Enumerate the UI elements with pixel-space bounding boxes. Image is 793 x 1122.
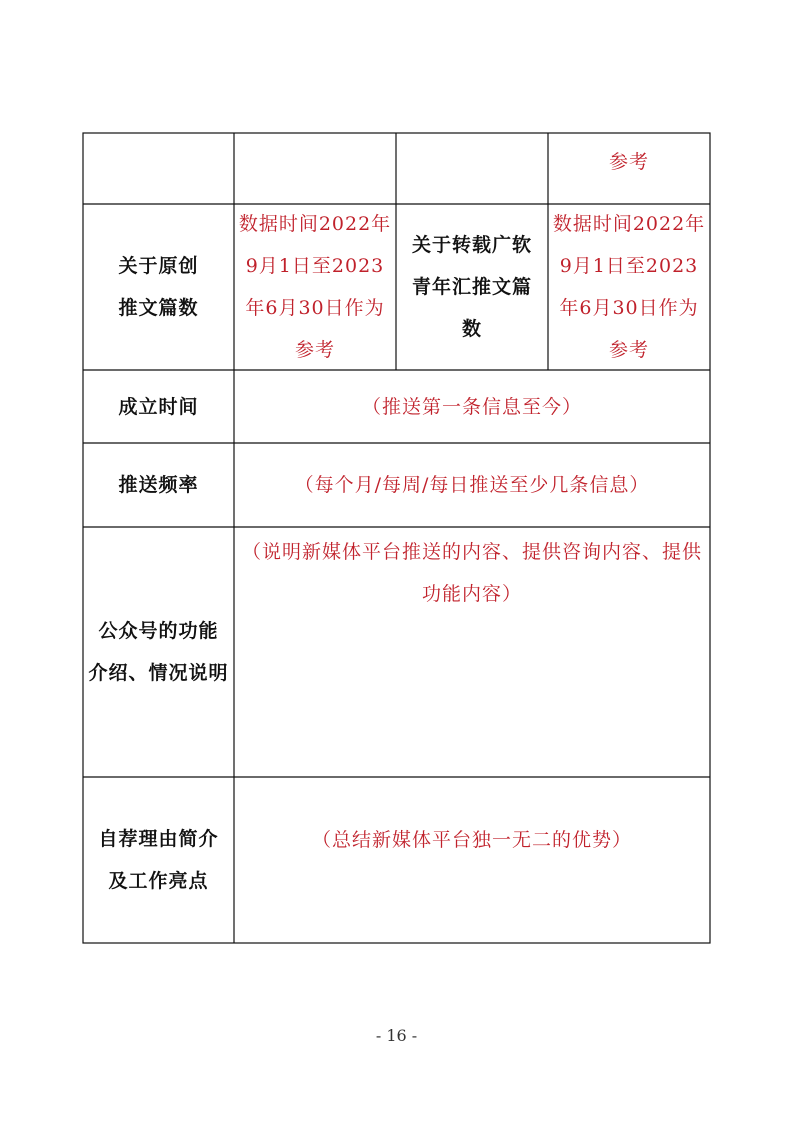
founded-label	[83, 370, 234, 443]
frequency-label	[83, 443, 234, 527]
label-line: 及工作亮点	[108, 870, 209, 892]
label-line: 介绍、情况说明	[88, 662, 229, 684]
frequency-value	[234, 443, 710, 527]
label-line: 关于原创	[118, 255, 199, 277]
label-line: 推文篇数	[118, 297, 199, 319]
value-line: 功能内容）	[421, 583, 522, 605]
note-line: 参考	[294, 339, 335, 361]
reason-label	[83, 777, 234, 943]
note-text: 参考	[608, 151, 649, 173]
original-count-label	[83, 204, 234, 370]
label-line: 数	[461, 318, 482, 340]
label-line: 公众号的功能	[98, 620, 219, 642]
note-line: 数据时间2022年	[238, 213, 392, 235]
original-count-note	[234, 204, 396, 370]
intro-label	[83, 527, 234, 777]
value-text: （每个月/每周/每日推送至少几条信息）	[294, 474, 650, 496]
label-text: 推送频率	[118, 474, 199, 496]
intro-value	[234, 527, 710, 777]
page-number: - 16 -	[375, 1026, 418, 1045]
label-line: 关于转载广软	[411, 234, 532, 256]
top-row-note	[548, 133, 710, 204]
reason-value	[234, 777, 710, 943]
founded-value	[234, 370, 710, 443]
value-text: （总结新媒体平台独一无二的优势）	[311, 829, 632, 851]
value-text: （推送第一条信息至今）	[361, 395, 582, 418]
note-line: 年6月30日作为	[559, 297, 699, 319]
label-text: 成立时间	[118, 395, 199, 418]
value-line: （说明新媒体平台推送的内容、提供咨询内容、提供	[241, 541, 702, 563]
label-line: 青年汇推文篇	[411, 276, 532, 298]
note-line: 年6月30日作为	[245, 297, 385, 319]
note-line: 数据时间2022年	[552, 213, 706, 235]
label-line: 自荐理由简介	[98, 828, 219, 850]
reprint-count-note	[548, 204, 710, 370]
reprint-count-label	[396, 204, 548, 370]
note-line: 9月1日至2023	[245, 255, 385, 277]
note-line: 参考	[608, 339, 649, 361]
note-line: 9月1日至2023	[559, 255, 699, 277]
